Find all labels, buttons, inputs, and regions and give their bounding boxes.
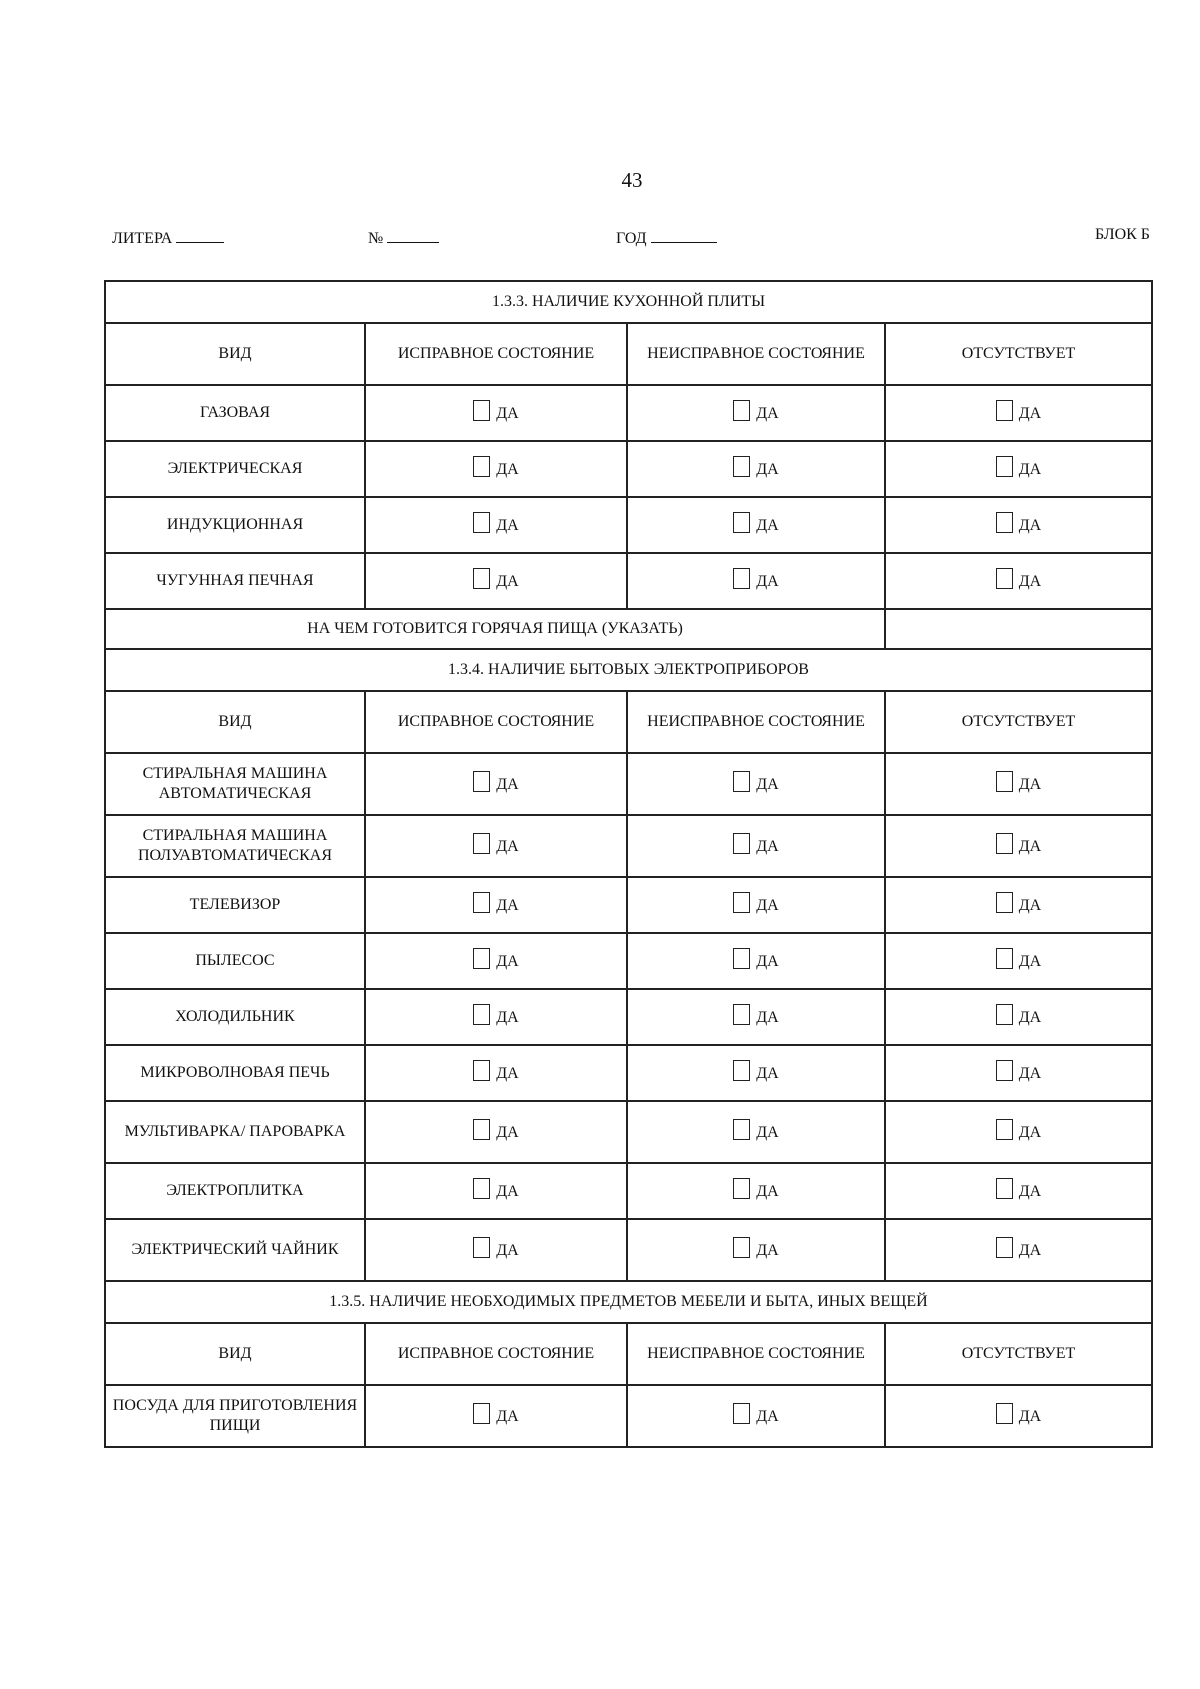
yes-label: ДА xyxy=(496,1064,519,1082)
checkbox-icon[interactable] xyxy=(473,400,490,421)
working-cell[interactable] xyxy=(365,1101,627,1163)
working-cell[interactable] xyxy=(365,385,627,441)
absent-cell[interactable] xyxy=(885,441,1152,497)
checkbox-icon[interactable] xyxy=(733,833,750,854)
item-name: ХОЛОДИЛЬНИК xyxy=(105,989,365,1045)
table-row xyxy=(105,1163,1152,1219)
checkbox-icon[interactable] xyxy=(733,512,750,533)
yes-label: ДА xyxy=(496,516,519,534)
checkbox-icon[interactable] xyxy=(996,568,1013,589)
checkbox-icon[interactable] xyxy=(473,1178,490,1199)
yes-label: ДА xyxy=(1018,1241,1042,1259)
absent-cell[interactable] xyxy=(885,1045,1152,1101)
yes-option[interactable] xyxy=(996,1178,1041,1199)
yes-label: ДА xyxy=(756,837,779,855)
yes-option[interactable] xyxy=(473,1178,518,1199)
yes-option[interactable] xyxy=(996,1060,1041,1081)
table-row xyxy=(105,933,1152,989)
yes-option[interactable] xyxy=(733,833,778,854)
yes-label: ДА xyxy=(756,460,779,478)
yes-label: ДА xyxy=(1018,1123,1042,1141)
column-header-working: ИСПРАВНОЕ СОСТОЯНИЕ xyxy=(365,1323,627,1385)
table-row xyxy=(105,989,1152,1045)
checkbox-icon[interactable] xyxy=(996,512,1013,533)
absent-cell[interactable] xyxy=(885,1219,1152,1281)
checkbox-icon[interactable] xyxy=(733,771,750,792)
section-title-row xyxy=(105,1281,1152,1323)
yes-label: ДА xyxy=(1018,837,1042,855)
section-title-row xyxy=(105,281,1152,323)
yes-label: ДА xyxy=(756,1123,779,1141)
table-row xyxy=(105,1045,1152,1101)
yes-option[interactable] xyxy=(733,948,778,969)
yes-label: ДА xyxy=(496,1123,519,1141)
item-name: ЭЛЕКТРИЧЕСКАЯ xyxy=(105,441,365,497)
column-header-row xyxy=(105,691,1152,753)
broken-cell[interactable] xyxy=(627,441,885,497)
column-header-absent: ОТСУТСТВУЕТ xyxy=(885,323,1152,385)
checkbox-icon[interactable] xyxy=(733,1178,750,1199)
checkbox-icon[interactable] xyxy=(996,1119,1013,1140)
broken-cell[interactable] xyxy=(627,1385,885,1447)
yes-label: ДА xyxy=(496,1241,519,1259)
yes-label: ДА xyxy=(756,1241,779,1259)
yes-label: ДА xyxy=(1018,1064,1042,1082)
checkbox-icon[interactable] xyxy=(473,771,490,792)
absent-cell[interactable] xyxy=(885,497,1152,553)
yes-label: ДА xyxy=(1018,896,1042,914)
section-title-row xyxy=(105,649,1152,691)
broken-cell[interactable] xyxy=(627,1101,885,1163)
broken-cell[interactable] xyxy=(627,1219,885,1281)
yes-option[interactable] xyxy=(473,456,518,477)
working-cell[interactable] xyxy=(365,1219,627,1281)
yes-label: ДА xyxy=(496,1407,519,1425)
yes-label: ДА xyxy=(756,775,779,793)
column-header-working: ИСПРАВНОЕ СОСТОЯНИЕ xyxy=(365,691,627,753)
absent-cell[interactable] xyxy=(885,877,1152,933)
yes-label: ДА xyxy=(1018,404,1042,422)
yes-option[interactable] xyxy=(473,1237,518,1258)
working-cell[interactable] xyxy=(365,933,627,989)
checkbox-icon[interactable] xyxy=(996,948,1013,969)
number-blank[interactable] xyxy=(387,226,439,243)
checkbox-icon[interactable] xyxy=(473,456,490,477)
checkbox-icon[interactable] xyxy=(473,833,490,854)
item-name: ПЫЛЕСОС xyxy=(105,933,365,989)
yes-label: ДА xyxy=(1018,952,1042,970)
item-name: ЭЛЕКТРОПЛИТКА xyxy=(105,1163,365,1219)
item-name: ИНДУКЦИОННАЯ xyxy=(105,497,365,553)
yes-option[interactable] xyxy=(733,892,778,913)
yes-label: ДА xyxy=(496,896,519,914)
checkbox-icon[interactable] xyxy=(996,1237,1013,1258)
yes-option[interactable] xyxy=(733,771,778,792)
yes-label: ДА xyxy=(756,1407,779,1425)
yes-option[interactable] xyxy=(996,1119,1041,1140)
note-answer-field[interactable] xyxy=(885,609,1152,649)
column-header-row xyxy=(105,1323,1152,1385)
column-header-broken: НЕИСПРАВНОЕ СОСТОЯНИЕ xyxy=(627,1323,885,1385)
yes-option[interactable] xyxy=(473,1119,518,1140)
litera-field[interactable] xyxy=(112,226,224,248)
absent-cell[interactable] xyxy=(885,933,1152,989)
yes-option[interactable] xyxy=(473,1004,518,1025)
yes-label: ДА xyxy=(1018,460,1042,478)
year-blank[interactable] xyxy=(651,226,717,243)
yes-option[interactable] xyxy=(473,833,518,854)
checkbox-icon[interactable] xyxy=(733,1060,750,1081)
checkbox-icon[interactable] xyxy=(733,568,750,589)
checkbox-icon[interactable] xyxy=(996,892,1013,913)
litera-blank[interactable] xyxy=(176,226,224,243)
yes-label: ДА xyxy=(756,1064,779,1082)
column-header-broken: НЕИСПРАВНОЕ СОСТОЯНИЕ xyxy=(627,323,885,385)
page-number: 43 xyxy=(621,168,643,192)
column-header-working: ИСПРАВНОЕ СОСТОЯНИЕ xyxy=(365,323,627,385)
yes-option[interactable] xyxy=(733,568,778,589)
checkbox-icon[interactable] xyxy=(733,1119,750,1140)
yes-label: ДА xyxy=(756,952,779,970)
checkbox-icon[interactable] xyxy=(996,771,1013,792)
table-row xyxy=(105,1219,1152,1281)
item-name: ЭЛЕКТРИЧЕСКИЙ ЧАЙНИК xyxy=(105,1219,365,1281)
broken-cell[interactable] xyxy=(627,497,885,553)
yes-option[interactable] xyxy=(733,456,778,477)
section-title: 1.3.5. НАЛИЧИЕ НЕОБХОДИМЫХ ПРЕДМЕТОВ МЕБЕЛИ И БЫТА, ИНЫХ ВЕЩЕЙ xyxy=(105,1281,1152,1323)
working-cell[interactable] xyxy=(365,877,627,933)
working-cell[interactable] xyxy=(365,753,627,815)
yes-label: ДА xyxy=(1018,1008,1042,1026)
yes-option[interactable] xyxy=(473,771,518,792)
checkbox-icon[interactable] xyxy=(473,1004,490,1025)
yes-option[interactable] xyxy=(996,1004,1041,1025)
yes-label: ДА xyxy=(496,1182,519,1200)
table-row xyxy=(105,553,1152,609)
yes-option[interactable] xyxy=(473,948,518,969)
yes-option[interactable] xyxy=(473,568,518,589)
yes-label: ДА xyxy=(756,1008,779,1026)
yes-label: ДА xyxy=(496,775,519,793)
item-name: МИКРОВОЛНОВАЯ ПЕЧЬ xyxy=(105,1045,365,1101)
yes-label: ДА xyxy=(756,896,779,914)
litera-label: ЛИТЕРА xyxy=(112,230,173,247)
yes-option[interactable] xyxy=(733,1119,778,1140)
yes-label: ДА xyxy=(756,1182,779,1200)
checkbox-icon[interactable] xyxy=(996,1403,1013,1424)
yes-option[interactable] xyxy=(996,568,1041,589)
column-header-type: ВИД xyxy=(105,691,365,753)
item-name: ТЕЛЕВИЗОР xyxy=(105,877,365,933)
checkbox-icon[interactable] xyxy=(733,948,750,969)
yes-option[interactable] xyxy=(733,1403,778,1424)
note-row xyxy=(105,609,1152,649)
yes-option[interactable] xyxy=(473,512,518,533)
absent-cell[interactable] xyxy=(885,385,1152,441)
block-label: БЛОК Б xyxy=(1094,226,1150,243)
column-header-broken: НЕИСПРАВНОЕ СОСТОЯНИЕ xyxy=(627,691,885,753)
broken-cell[interactable] xyxy=(627,815,885,877)
broken-cell[interactable] xyxy=(627,753,885,815)
checkbox-icon[interactable] xyxy=(733,892,750,913)
table-row xyxy=(105,385,1152,441)
working-cell[interactable] xyxy=(365,989,627,1045)
checkbox-icon[interactable] xyxy=(473,512,490,533)
yes-label: ДА xyxy=(756,404,779,422)
yes-label: ДА xyxy=(496,952,519,970)
yes-option[interactable] xyxy=(996,948,1041,969)
item-name: ЧУГУННАЯ ПЕЧНАЯ xyxy=(105,553,365,609)
checkbox-icon[interactable] xyxy=(733,1004,750,1025)
absent-cell[interactable] xyxy=(885,1163,1152,1219)
yes-option[interactable] xyxy=(996,400,1041,421)
checkbox-icon[interactable] xyxy=(996,456,1013,477)
yes-label: ДА xyxy=(1018,1407,1042,1425)
checkbox-icon[interactable] xyxy=(733,400,750,421)
broken-cell[interactable] xyxy=(627,385,885,441)
checkbox-icon[interactable] xyxy=(473,1403,490,1424)
broken-cell[interactable] xyxy=(627,1163,885,1219)
working-cell[interactable] xyxy=(365,815,627,877)
yes-label: ДА xyxy=(756,516,779,534)
broken-cell[interactable] xyxy=(627,989,885,1045)
checkbox-icon[interactable] xyxy=(473,1119,490,1140)
table-row xyxy=(105,1385,1152,1447)
broken-cell[interactable] xyxy=(627,933,885,989)
checkbox-icon[interactable] xyxy=(733,1403,750,1424)
checkbox-icon[interactable] xyxy=(473,948,490,969)
absent-cell[interactable] xyxy=(885,989,1152,1045)
item-name: СТИРАЛЬНАЯ МАШИНА ПОЛУАВТОМАТИЧЕСКАЯ xyxy=(105,815,365,877)
checkbox-icon[interactable] xyxy=(473,892,490,913)
checkbox-icon[interactable] xyxy=(996,1004,1013,1025)
checkbox-icon[interactable] xyxy=(996,400,1013,421)
yes-label: ДА xyxy=(496,1008,519,1026)
yes-label: ДА xyxy=(496,837,519,855)
yes-option[interactable] xyxy=(996,512,1041,533)
checkbox-icon[interactable] xyxy=(733,1237,750,1258)
item-name: ПОСУДА ДЛЯ ПРИГОТОВЛЕНИЯ ПИЩИ xyxy=(105,1385,365,1447)
yes-option[interactable] xyxy=(996,1237,1041,1258)
column-header-absent: ОТСУТСТВУЕТ xyxy=(885,691,1152,753)
yes-option[interactable] xyxy=(996,833,1041,854)
column-header-type: ВИД xyxy=(105,323,365,385)
working-cell[interactable] xyxy=(365,553,627,609)
broken-cell[interactable] xyxy=(627,1045,885,1101)
yes-label: ДА xyxy=(1018,775,1042,793)
section-title: 1.3.3. НАЛИЧИЕ КУХОННОЙ ПЛИТЫ xyxy=(105,281,1152,323)
section-title: 1.3.4. НАЛИЧИЕ БЫТОВЫХ ЭЛЕКТРОПРИБОРОВ xyxy=(105,649,1152,691)
item-name: ГАЗОВАЯ xyxy=(105,385,365,441)
working-cell[interactable] xyxy=(365,1163,627,1219)
checkbox-icon[interactable] xyxy=(996,1060,1013,1081)
survey-table xyxy=(104,280,1153,1448)
note-label: НА ЧЕМ ГОТОВИТСЯ ГОРЯЧАЯ ПИЩА (УКАЗАТЬ) xyxy=(105,609,885,649)
table-row xyxy=(105,1101,1152,1163)
yes-option[interactable] xyxy=(733,1178,778,1199)
yes-option[interactable] xyxy=(733,1237,778,1258)
working-cell[interactable] xyxy=(365,497,627,553)
checkbox-icon[interactable] xyxy=(473,1060,490,1081)
yes-label: ДА xyxy=(1018,516,1042,534)
form-header xyxy=(112,226,1150,252)
absent-cell[interactable] xyxy=(885,753,1152,815)
yes-option[interactable] xyxy=(473,892,518,913)
number-label: № xyxy=(368,230,384,247)
item-name: МУЛЬТИВАРКА/ ПАРОВАРКА xyxy=(105,1101,365,1163)
table-row xyxy=(105,753,1152,815)
table-row xyxy=(105,497,1152,553)
working-cell[interactable] xyxy=(365,1045,627,1101)
yes-option[interactable] xyxy=(996,771,1041,792)
year-label: ГОД xyxy=(616,230,647,247)
yes-option[interactable] xyxy=(473,1060,518,1081)
item-name: СТИРАЛЬНАЯ МАШИНА АВТОМАТИЧЕСКАЯ xyxy=(105,753,365,815)
yes-option[interactable] xyxy=(733,1004,778,1025)
column-header-type: ВИД xyxy=(105,1323,365,1385)
table-row xyxy=(105,441,1152,497)
column-header-absent: ОТСУТСТВУЕТ xyxy=(885,1323,1152,1385)
absent-cell[interactable] xyxy=(885,815,1152,877)
yes-label: ДА xyxy=(1018,572,1042,590)
yes-option[interactable] xyxy=(996,1403,1041,1424)
yes-label: ДА xyxy=(496,460,519,478)
table-row xyxy=(105,877,1152,933)
yes-label: ДА xyxy=(1018,1182,1042,1200)
yes-option[interactable] xyxy=(733,512,778,533)
checkbox-icon[interactable] xyxy=(996,833,1013,854)
yes-option[interactable] xyxy=(733,400,778,421)
broken-cell[interactable] xyxy=(627,877,885,933)
year-field[interactable] xyxy=(616,226,717,248)
checkbox-icon[interactable] xyxy=(996,1178,1013,1199)
yes-label: ДА xyxy=(496,572,519,590)
absent-cell[interactable] xyxy=(885,1385,1152,1447)
column-header-row xyxy=(105,323,1152,385)
working-cell[interactable] xyxy=(365,1385,627,1447)
yes-option[interactable] xyxy=(733,1060,778,1081)
yes-label: ДА xyxy=(496,404,519,422)
working-cell[interactable] xyxy=(365,441,627,497)
checkbox-icon[interactable] xyxy=(473,568,490,589)
checkbox-icon[interactable] xyxy=(733,456,750,477)
yes-label: ДА xyxy=(756,572,779,590)
number-field[interactable] xyxy=(368,226,439,248)
yes-option[interactable] xyxy=(996,892,1041,913)
absent-cell[interactable] xyxy=(885,553,1152,609)
yes-option[interactable] xyxy=(473,1403,518,1424)
yes-option[interactable] xyxy=(996,456,1041,477)
broken-cell[interactable] xyxy=(627,553,885,609)
checkbox-icon[interactable] xyxy=(473,1237,490,1258)
yes-option[interactable] xyxy=(473,400,518,421)
absent-cell[interactable] xyxy=(885,1101,1152,1163)
table-row xyxy=(105,815,1152,877)
